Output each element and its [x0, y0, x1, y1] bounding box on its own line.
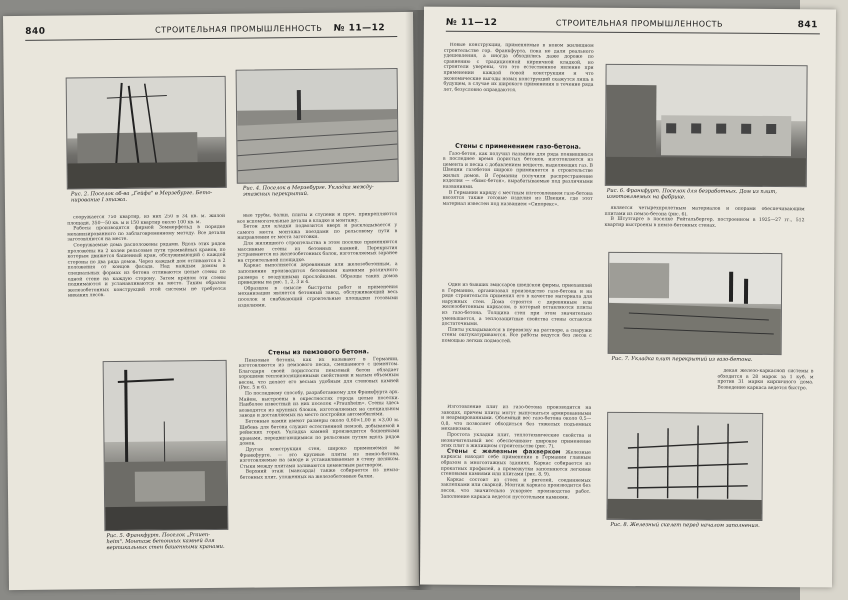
figure-5-scene: [104, 361, 228, 530]
figure-8-photo: [606, 412, 763, 521]
figure-8-scene: [607, 413, 762, 520]
figure-7-caption: Рис. 7. Укладка плит перекрытий из газо-бетона.: [611, 355, 753, 363]
figure-8-caption: Рис. 8. Железный скелет перед началом заполнения.: [610, 521, 760, 529]
right-column-lower-text: декая железо-каркасной системы в обходится в 28 марок за 1 куб. м против 31 марки кирпичного дома. Возведение каркаса ведется быстро.: [717, 368, 814, 392]
steel-frame-heading: Стены с железным фахверком: [446, 448, 561, 456]
figure-2-caption: Рис. 2. Поселок об-ва „Гейфа" в Мерзебурге. Бето-нирование I этажа.: [70, 189, 213, 204]
figure-5-caption: Рис. 5. Франкфурт. Поселок „Prauen-heim". Монтаж бетонных камней для вертикальных стен башенными кранами.: [106, 532, 225, 552]
figure-6-photo: [605, 64, 808, 187]
left-column-top-text: сооружается 750 квартир, из них 250 в 34 кв. м. жилой площади, 350—50 кв. м и 150 квартир около 100 кв. м. Работы производятся фирмой Зоммерфельд в порядке механизированного по заблаговременному методу. Все детали заготовляются на месте. Сооружаемые дома расположены рядами. Вдоль этих рядов проложены на 2 колеи рельсовые пути трамвайных кранов, по которым движется башенный кран, обслуживающий с каждой стороны по два ряда домов. Через каждый дом отливаются в 2 положения от концов фасада. Над каждым домом в специальных формах из бетона отливаются целые стены по одной стене на каждую сторону. Затем краном эти стены поднимаются и устанавливаются на место. Таким образом железобетонных конструкций этой системы не требуется никаких лесов.: [67, 213, 226, 299]
right-page-intro-text: Новые конструкции, применяемые в новом жилищном строительстве гор. Франкфурта, пока не дали реального удешевления, а иногда обходились даже дороже по сравнению с традиционной кирпичной кладкой, но строители уверены, что это естественное явление при применении каждой новой конструкции и что экономические выгоды новых конструкций скажутся лишь в будущем, в случае их широкого применения в течение ряда лет, безусловно оправдаются.: [443, 42, 594, 93]
right-page-header: [446, 15, 820, 35]
left-page-second-column: ные трубы, балки, плиты и ступени и проч. прикрепляются все вспомогательные детали в кладке и монтажу. Бетон для кладки подвозится вверх и раскладывается у самого места монтажа поездами по рельсовому пути в направлении от места заготовки. Для жилищного строительства в этом поселке применяются массивные стены из бетонных камней. Перекрытия устраиваются из железобетонных балок, изготовляемых заранее на строительной площадке. Каркас выполняется деревянным или железобетонным, а заполнение производится бетонными камнями различного размера с воздушными прослойками. Образцы таких домов приведены на рис. 1, 2, 3 и 4. Образцом в смысле быстроты работ и применения механизации является бетонный завод, обслуживающий весь поселок и снабжающий строительные площадки готовыми изделиями.: [237, 212, 399, 309]
figure-6-scene: [606, 65, 807, 186]
right-column-upper-text: является четырехпролетным материалов и опорами обеспечивающим плитами из пемзо-бетона (рис. 6). В Штутгарте в поселке Рейтальбергер, построенном в 1925—27 гг., 512 квартир выстроены в пемзо-бетонных стенах.: [604, 205, 805, 229]
gas-concrete-heading: Стены с применением газо-бетона.: [455, 142, 582, 151]
left-issue-number: № 11—12: [333, 23, 386, 34]
left-page: [3, 12, 419, 590]
steel-frame-section: Изготовление плит из газо-бетона производится на заводах, причем плиты могут выпускаться армированными и неармированными. Объемный вес газо-бетона около 0,5—0,8, что позволяет обходиться без тяжелых подъемных механизмов. Простота укладки плит, теплотехнические свойства и незначительный вес обеспечивают широкое применение этих плит в жилищном строительстве (рис. 7). Стены с железным фахверком Железные каркасы находят себе применение в Германии главным образом в многоэтажных зданиях. Каркас собирается из прокатных профилей, а промежутки заполняются легкими стеновыми камнями или плитами (рис. 8, 9). Каркас состоит из стоек и ригелей, соединяемых заклепками или сваркой. Монтаж каркаса производится без лесов, что значительно ускоряет производство работ. Заполнение каркаса ведется пустотелыми камнями.: [440, 404, 592, 501]
figure-4-scene: [237, 69, 398, 183]
left-journal-title: СТРОИТЕЛЬНАЯ ПРОМЫШЛЕННОСТЬ: [155, 23, 323, 35]
gas-concrete-section: Стены с применением газо-бетона. Газо-бетон, как получил название для ряда появившихся в последнее время пористых бетонов, изготовляется из цемента и песка с добавлением веществ, выделяющих газ. В Швеции газобетон широко применяется в строительстве жилых домов. В Германии получили распространение изделия — «бимс-бетон», вырабатываемые под различными названиями. В Германии наряду с местным изготовлением газо-бетона ввозятся также готовые изделия из Швеции, где этот материал известен под названием «Сипорекс».: [442, 142, 594, 208]
right-page-number: 841: [797, 20, 818, 31]
right-page: [420, 7, 836, 588]
left-page-number: 840: [25, 26, 46, 37]
figure-2-photo: [66, 76, 227, 190]
right-page-middle-text: Один из бывших эмиссаров шведской фирмы, приехавший в Германию, организовал производство газо-бетона и на ряде строительств применил его в качестве материала для наружных стен. Дома строятся с деревянным или железобетонным каркасом, в который вставляются плиты из газо-бетона. Толщина стен при этом значительно уменьшается, а теплозащитные свойства стены остаются достаточными. Плиты укладываются в перевязку на растворе, а снаружи стены оштукатуриваются. Все работы ведутся без лесов с помощью легких подмостей.: [441, 282, 593, 345]
figure-4-photo: [236, 68, 399, 184]
figure-6-caption: Рис. 6. Франкфурт. Поселок для безработных. Дом из плит, изготовляемых на фабрике.: [606, 187, 777, 201]
figure-4-caption: Рис. 4. Поселок в Мерзебурге. Укладка между-этажных перекрытий.: [242, 184, 374, 198]
left-page-section-text: Стены из пемзового бетона. Пемзовые бетоны, как их называют в Германии, изготовляются из пемзового песка, смешанного с цементом. Благодаря своей пористости пемзовый бетон обладает хорошими теплоизоляционными свойствами и малым объемным весом, что делает его весьма удобным для стеновых камней (Рис. 5 и 6). По последнему способу, разработанному для Франкфурта арх. Майем, выстроены в окрестностях города целые поселки. Наиболее известный из них поселок «Praunheim». Стены здесь возводятся из крупных блоков, изготовляемых на специальном заводе и доставляемых на место постройки автомобилями. Бетонные камни имеют размеры около 0,60×1,00 и ×3,00 м. Щебень для бетона служит естественной пемзой, добываемой в рейнских горах. Укладка камней производится башенными кранами, передвигающимися по рельсовым путям вдоль рядов домов. Другая конструкция стен, широко применяемая во Франкфурте, — это крупные плиты из пемзо-бетона, изготовляемые на заводе и устанавливаемые в стену целиком. Стыки между плитами заливаются цементным раствором. Верхний этаж (мансарда) также собирается из пемзо-бетонных плит, уложенных на железобетонные балки.: [238, 348, 400, 481]
right-issue-number: № 11—12: [445, 17, 498, 29]
left-page-header: [25, 20, 397, 41]
right-journal-title: СТРОИТЕЛЬНАЯ ПРОМЫШЛЕННОСТЬ: [555, 18, 724, 29]
pumice-concrete-heading: Стены из пемзового бетона.: [268, 348, 369, 357]
figure-5-photo: [103, 360, 229, 531]
figure-2-scene: [67, 77, 226, 189]
figure-7-photo: [608, 252, 783, 355]
figure-7-scene: [609, 253, 782, 354]
